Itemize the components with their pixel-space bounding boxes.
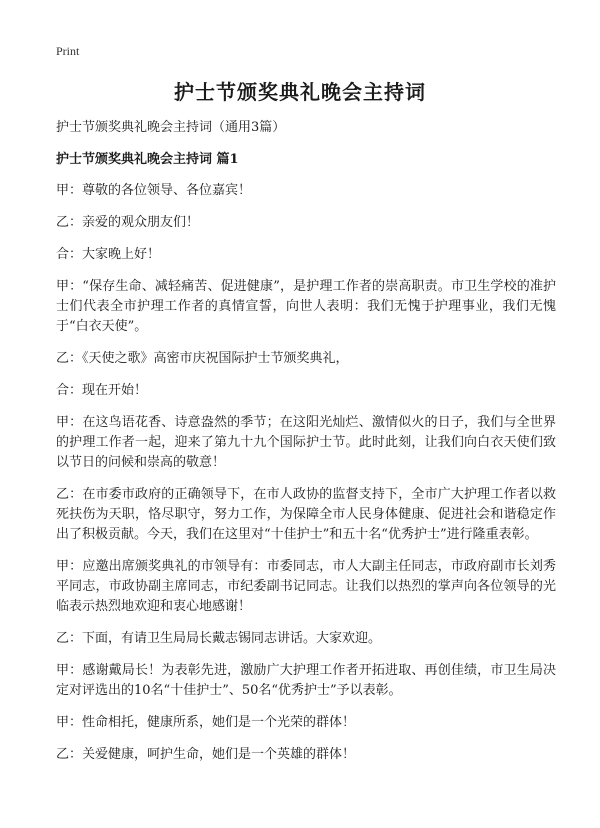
- document-subtitle: 护士节颁奖典礼晚会主持词（通用3篇）: [56, 120, 286, 135]
- section-heading: 护士节颁奖典礼晚会主持词 篇1: [56, 152, 239, 167]
- paragraph: 甲：在这鸟语花香、诗意盎然的季节；在这阳光灿烂、激情似火的日子，我们与全世界的护理工作者一起，迎来了第九十九个国际护士节。此时此刻，让我们向白衣天使们致以节日的问候和崇高的敬意！: [56, 415, 556, 470]
- print-link[interactable]: Print: [56, 44, 80, 58]
- paragraph: 甲：应邀出席颁奖典礼的市领导有：市委同志，市人大副主任同志，市政府副市长刘秀平同志，市政协副主席同志，市纪委副书记同志。让我们以热烈的掌声向各位领导的光临表示热烈地欢迎和衷心地感谢！: [56, 559, 556, 614]
- paragraph: 乙：在市委市政府的正确领导下，在市人政协的监督支持下，全市广大护理工作者以救死扶伤为天职，恪尽职守，努力工作，为保障全市人民身体健康、促进社会和谐稳定作出了积极贡献。今天，我们在这里对“十佳护士”和五十名“优秀护士”进行隆重表彰。: [56, 487, 556, 542]
- paragraph: 合：大家晚上好！: [56, 247, 161, 262]
- paragraph: 乙：亲爱的观众朋友们！: [56, 215, 200, 230]
- paragraph: 甲：“保存生命、减轻痛苦、促进健康”，是护理工作者的崇高职责。市卫生学校的准护士们代表全市护理工作者的真情宣誓，向世人表明：我们无愧于护理事业，我们无愧于“白衣天使”。: [56, 279, 556, 334]
- document-body: [56, 118, 556, 777]
- paragraph: 乙：下面，有请卫生局局长戴志锡同志讲话。大家欢迎。: [56, 631, 382, 646]
- page-title: 护士节颁奖典礼晚会主持词: [174, 80, 426, 104]
- paragraph: 乙：关爱健康，呵护生命，她们是一个英雄的群体！: [56, 747, 356, 762]
- paragraph: 甲：性命相托，健康所系，她们是一个光荣的群体！: [56, 715, 356, 730]
- paragraph: 合：现在开始！: [56, 383, 148, 398]
- paragraph: 甲：感谢戴局长！为表彰先进，激励广大护理工作者开拓进取、再创佳绩，市卫生局决定对评选出的10名“十佳护士”、50名“优秀护士”予以表彰。: [56, 663, 556, 698]
- paragraph: 甲：尊敬的各位领导、各位嘉宾！: [56, 183, 252, 198]
- paragraph: 乙：《天使之歌》高密市庆祝国际护士节颁奖典礼，: [56, 351, 349, 366]
